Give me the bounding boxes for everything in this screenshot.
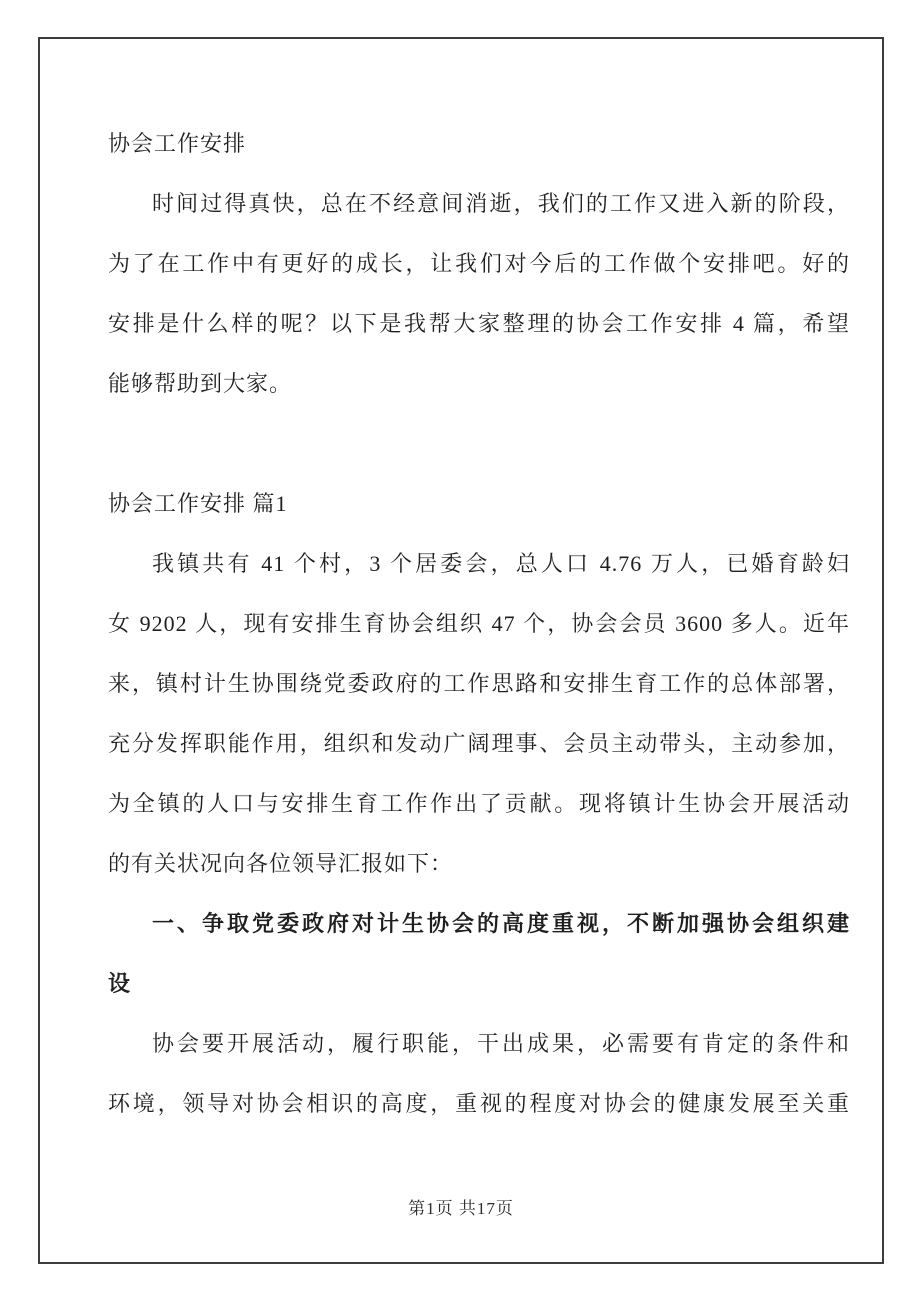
body-line: 时间过得真快，总在不经意间消逝，我们的工作又进入新的阶段， xyxy=(152,191,850,216)
heading-line: 一、争取党委政府对计生协会的高度重视，不断加强协会组织建 xyxy=(152,911,850,936)
body-line: 环境，领导对协会相识的高度，重视的程度对协会的健康发展至关重 xyxy=(108,1091,850,1116)
heading-line: 设 xyxy=(108,971,132,996)
body-line: 女 9202 人，现有安排生育协会组织 47 个，协会会员 3600 多人。近年 xyxy=(108,611,850,636)
body-line: 为了在工作中有更好的成长，让我们对今后的工作做个安排吧。好的 xyxy=(108,251,850,276)
blank-line xyxy=(108,414,850,474)
page-footer xyxy=(40,1194,882,1224)
body-line: 能够帮助到大家。 xyxy=(108,371,293,396)
body-line: 安排是什么样的呢？以下是我帮大家整理的协会工作安排 4 篇，希望 xyxy=(108,311,850,336)
body-line: 的有关状况向各位领导汇报如下： xyxy=(108,851,454,876)
body-line: 协会要开展活动，履行职能，干出成果，必需要有肯定的条件和 xyxy=(152,1031,850,1056)
body-line: 我镇共有 41 个村，3 个居委会，总人口 4.76 万人，已婚育龄妇 xyxy=(152,551,850,576)
page-border xyxy=(38,37,884,1264)
page-number-label: 第1页 共17页 xyxy=(408,1199,514,1218)
body-line: 来，镇村计生协围绕党委政府的工作思路和安排生育工作的总体部署， xyxy=(108,671,850,696)
body-line: 充分发挥职能作用，组织和发动广阔理事、会员主动带头，主动参加， xyxy=(108,731,850,756)
body-line: 为全镇的人口与安排生育工作作出了贡献。现将镇计生协会开展活动 xyxy=(108,791,850,816)
section-title: 协会工作安排 篇1 xyxy=(108,491,288,516)
document-content xyxy=(108,114,850,1134)
document-title: 协会工作安排 xyxy=(108,131,247,156)
